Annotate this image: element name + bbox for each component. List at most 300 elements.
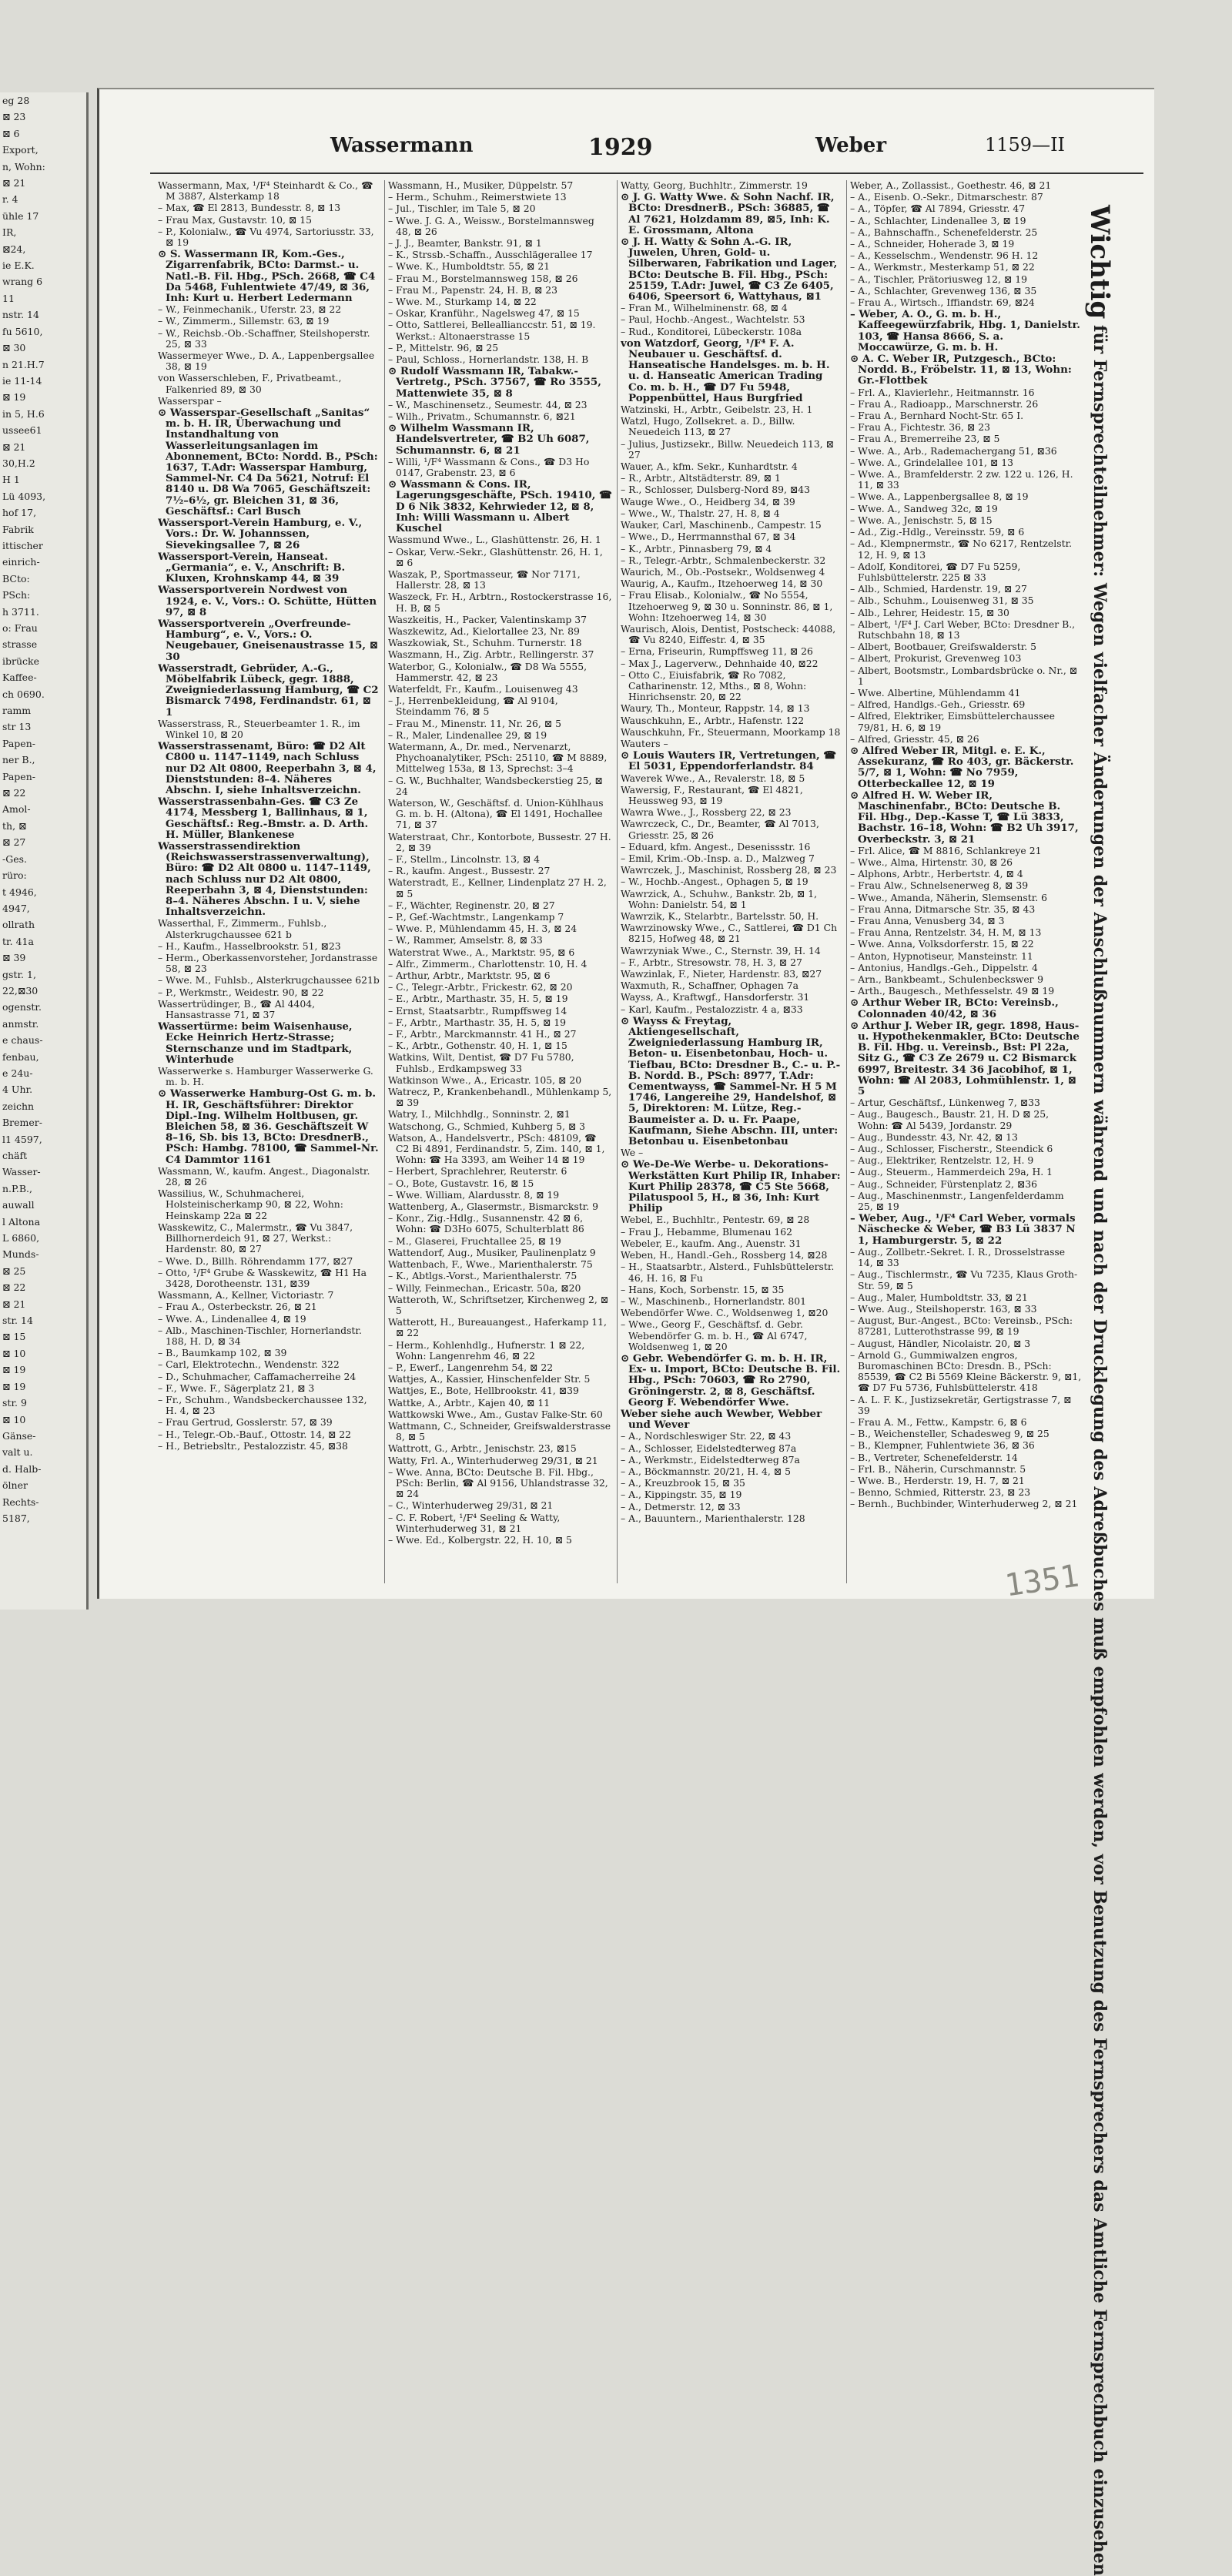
directory-entry: – Karl, Kaufm., Pestalozzistr. 4 a, ⊠33 xyxy=(621,1003,803,1015)
directory-entry: – Wwe. A., Jenischstr. 5, ⊠ 15 xyxy=(850,514,993,526)
prev-page-fragment: ⊠ 19 xyxy=(2,391,26,404)
directory-entry: – C., Winterhuderweg 29/31, ⊠ 21 xyxy=(388,1500,554,1512)
directory-entry: – J. J., Beamter, Bankstr. 91, ⊠ 1 xyxy=(388,238,542,250)
prev-page-fragment: ⊠24, xyxy=(2,243,26,255)
directory-entry: – W., Maschinenb., Hornerlandstr. 801 xyxy=(621,1295,806,1307)
directory-entry: – Wwe. P., Mühlendamm 45, H. 3, ⊠ 24 xyxy=(388,923,578,935)
directory-entry: – A., Kreuzbrook 15, ⊠ 35 xyxy=(621,1478,745,1489)
prev-page-fragment: 22,⊠30 xyxy=(2,984,38,997)
directory-entry: Wasserstrass, R., Steuerbeamter 1. R., im Winkel 10, ⊠ 20 xyxy=(158,718,360,740)
directory-entry: – Jul., Tischler, im Tale 5, ⊠ 20 xyxy=(388,203,536,215)
prev-page-fragment: 5187, xyxy=(2,1512,30,1524)
directory-entry: – R., kaufm. Angest., Bussestr. 27 xyxy=(388,866,551,877)
directory-entry: ⊙ We-De-We Werbe- u. Dekorations-Werkstätten Kurt Philip IR, Inhaber: Kurt Philip 28378, ☎ C5 Ste 5668, Pilatuspool 5, H., ⊠ 36, Inh: Kurt Philip xyxy=(621,1159,841,1214)
prev-page-fragment: valt u. xyxy=(2,1446,33,1459)
directory-entry: – Frau A. M., Fettw., Kampstr. 6, ⊠ 6 xyxy=(850,1416,1027,1428)
directory-entry: ⊙ Alfred Weber IR, Mitgl. e. E. K., Assekuranz, ☎ Ro 403, gr. Bäckerstr. 5/7, ⊠ 1, Wohn: ☎ No 7959, Otterbeckallee 12, ⊠ 19 xyxy=(850,745,1074,789)
directory-entry: Waterstraat, Chr., Kontorbote, Bussestr. 27 H. 2, ⊠ 39 xyxy=(388,831,611,853)
prev-page-fragment: e chaus- xyxy=(2,1034,43,1047)
directory-entry: – Otto C., Eiuisfabrik, ☎ Ro 7082, Catharinenstr. 12, Mths., ⊠ 8, Wohn: Hinrichsenstr. 20, ⊠ 22 xyxy=(621,669,807,703)
directory-entry: Watterott, H., Bureauangest., Haferkamp 11, ⊠ 22 xyxy=(388,1317,607,1339)
directory-entry: – Frau J., Hebamme, Blumenau 162 xyxy=(621,1226,793,1238)
directory-entry: – F., Wwe. F., Sägerplatz 21, ⊠ 3 xyxy=(158,1382,315,1394)
directory-entry: – Wwe. Anna, Volksdorferstr. 15, ⊠ 22 xyxy=(850,939,1034,950)
directory-entry: – Wwe. A., Lindenallee 4, ⊠ 19 xyxy=(158,1313,306,1325)
directory-entry: – Weber, Aug., ¹/F⁴ Carl Weber, vormals Näschecke & Weber, ☎ B3 Lü 3837 N 1, Hamburgerstr. 5, ⊠ 22 xyxy=(850,1213,1076,1246)
directory-entry: Waszeck, Fr. H., Arbtrn., Rostockerstrasse 16, H. B, ⊠ 5 xyxy=(388,591,612,614)
directory-entry: – P., Kolonialw., ☎ Vu 4974, Sartoriusstr. 33, ⊠ 19 xyxy=(158,226,374,249)
directory-entry: – Alfr., Zimmerm., Charlottenstr. 10, H. 4 xyxy=(388,958,588,970)
directory-entry: – Antonius, Handlgs.-Geh., Dippelstr. 4 xyxy=(850,962,1038,973)
directory-entry: Watrecz, P., Krankenbehandl., Mühlenkamp 5, ⊠ 39 xyxy=(388,1087,612,1109)
directory-entry: Watermann, A., Dr. med., Nervenarzt, Phychoanalytiker, PSch: 25110, ☎ M 8889, Mittelweg 153a, ⊠ 13, Sprechst: 3–4 xyxy=(388,741,608,775)
directory-entry: – Frau Alw., Schnelsenerweg 8, ⊠ 39 xyxy=(850,880,1029,892)
prev-page-fragment: Papen- xyxy=(2,737,35,749)
directory-entry: Waury, Th., Monteur, Rappstr. 14, ⊠ 13 xyxy=(621,703,810,715)
prev-page-fragment: eg 28 xyxy=(2,95,30,106)
directory-entry: Waszmann, H., Zig. Arbtr., Rellingerstr. 37 xyxy=(388,649,594,661)
prev-page-fragment: ⊠ 23 xyxy=(2,111,26,123)
directory-entry: Waszkowiak, St., Schuhm. Turnerstr. 18 xyxy=(388,638,582,649)
directory-entry: – Wwe. M., Fuhlsb., Alsterkrugchaussee 621b xyxy=(158,975,380,987)
directory-entry: – Frau A., Osterbeckstr. 26, ⊠ 21 xyxy=(158,1301,317,1313)
prev-page-fragment: str. 14 xyxy=(2,1315,33,1327)
directory-entry: – Albert, Bootbauer, Greifswalderstr. 5 xyxy=(850,641,1037,653)
prev-page-fragment: h 3711. xyxy=(2,605,39,618)
directory-entry: – A., Schneider, Hoherade 3, ⊠ 19 xyxy=(850,239,1015,250)
prev-page-fragment: anmstr. xyxy=(2,1017,39,1030)
prev-page-fragment: rüro: xyxy=(2,869,27,882)
directory-entry: – A., Tischler, Prätoriusweg 12, ⊠ 19 xyxy=(850,273,1027,285)
prev-page-fragment: fenbau, xyxy=(2,1050,39,1063)
prev-page-fragment: d. Halb- xyxy=(2,1462,42,1475)
directory-entry: Wauschkuhn, Fr., Steuermann, Moorkamp 18 xyxy=(621,726,841,738)
directory-entry: Wattke, A., Arbtr., Kajen 40, ⊠ 11 xyxy=(388,1397,551,1409)
directory-entry: Waterstradt, E., Kellner, Lindenplatz 27 H. 2, ⊠ 5 xyxy=(388,877,607,899)
directory-entry: ⊙ Gebr. Webendörfer G. m. b. H. IR, Ex- u. Import, BCto: Deutsche B. Fil. Hbg., PSch: 70603, ☎ Ro 2790, Gröningerstr. 2, ⊠ 8, Geschäftsf. Georg F. Webendörfer Wwe. xyxy=(621,1352,841,1408)
directory-entry: ⊙ Wasserspar-Gesellschaft „Sanitas“ m. b. H. IR, Überwachung und Instandhaltung von Wasserleitungsanlagen im Abonnement, BCto: Nordd. B., PSch: 1637, T.Adr: Wasserspar Hamburg, Sammel-Nr. C4 Da 5621, Notruf: El 8140 u. D8 Wa 7065, Geschäftszeit: 7½–6½, gr. Bleichen 31, ⊠ 36, Geschäftsf.: Carl Busch xyxy=(158,407,378,518)
directory-entry: Wawrczek, J., Maschinist, Rossberg 28, ⊠ 23 xyxy=(621,865,837,876)
prev-page-fragment: Kaffee- xyxy=(2,672,37,684)
directory-entry: – Willi, ¹/F⁴ Wassmann & Cons., ☎ D3 Ho 0147, Grabenstr. 23, ⊠ 6 xyxy=(388,456,590,479)
directory-entry: – Herm., Oberkassenvorsteher, Jordanstrasse 58, ⊠ 23 xyxy=(158,953,378,975)
directory-entry: – Arth., Baugesch., Methfesselstr. 49 ⊠ 19 xyxy=(850,986,1055,997)
directory-entry: – B., Weichensteller, Schadesweg 9, ⊠ 25 xyxy=(850,1429,1050,1440)
directory-entry: Wattjes, A., Kassier, Hinschenfelder Str. 5 xyxy=(388,1374,591,1385)
directory-entry: – Frau A., Bremerreihe 23, ⊠ 5 xyxy=(850,434,1000,445)
directory-entry: – Aug., Baugesch., Baustr. 21, H. D ⊠ 25, Wohn: ☎ Al 5439, Jordanstr. 29 xyxy=(850,1109,1050,1131)
prev-page-fragment: zeichn xyxy=(2,1100,35,1112)
directory-entry: – Alfred, Handlgs.-Geh., Griesstr. 69 xyxy=(850,699,1026,711)
directory-entry: Wawra Wwe., J., Rossberg 22, ⊠ 23 xyxy=(621,807,792,819)
directory-entry: – Wwe. William, Alardusstr. 8, ⊠ 19 xyxy=(388,1189,560,1201)
directory-entry: Wauge Wwe., O., Heidberg 34, ⊠ 39 xyxy=(621,496,795,507)
prev-page-fragment: 4 Uhr. xyxy=(2,1084,33,1096)
prev-page-fragment: H 1 xyxy=(2,474,20,486)
directory-entry: – K., Arbtr., Gothenstr. 40, H. 1, ⊠ 15 xyxy=(388,1040,567,1052)
header-first-name: Wassermann xyxy=(330,134,474,157)
directory-entry: – R., Maler, Lindenallee 29, ⊠ 19 xyxy=(388,729,547,741)
directory-entry: – Fran M., Wilhelminenstr. 68, ⊠ 4 xyxy=(621,303,788,314)
directory-entry: Wassersportverein Nordwest von 1924, e. V., Vors.: O. Schütte, Hütten 97, ⊠ 8 xyxy=(158,585,377,618)
prev-page-fragment: str. 9 xyxy=(2,1397,27,1409)
directory-entry: – W., Maschinensetz., Seumestr. 44, ⊠ 23 xyxy=(388,399,588,410)
directory-entry: Wattrott, G., Arbtr., Jenischstr. 23, ⊠15 xyxy=(388,1443,577,1455)
directory-entry: – Frau Max, Gustavstr. 10, ⊠ 15 xyxy=(158,214,313,226)
header-year: 1929 xyxy=(588,134,653,161)
column-1 xyxy=(155,180,383,1583)
directory-entry: Wasserthal, F., Zimmerm., Fuhlsb., Alsterkrugchaussee 621 b xyxy=(158,918,327,940)
side-notice xyxy=(1084,205,1143,2576)
directory-entry: – F., Wächter, Reginenstr. 20, ⊠ 27 xyxy=(388,899,555,911)
directory-entry: – Wwe. A., Grindelallee 101, ⊠ 13 xyxy=(850,457,1013,468)
directory-entry: – Otto, Sattlerei, Belleallianccstr. 51, ⊠ 19. Werkst.: Altonaerstrasse 15 xyxy=(388,320,596,342)
directory-entry: – Frau Anna, Ditmarsche Str. 35, ⊠ 43 xyxy=(850,903,1036,915)
directory-entry: Wassmund Wwe., L., Glashüttenstr. 26, H. 1 xyxy=(388,534,601,546)
directory-entry: ⊙ Louis Wauters IR, Vertretungen, ☎ El 5031, Eppendorferlandstr. 84 xyxy=(621,750,836,772)
directory-entry: – Adolf, Konditorei, ☎ D7 Fu 5259, Fuhlsbüttelerstr. 225 ⊠ 33 xyxy=(850,561,1021,583)
directory-entry: Waszkeitis, H., Packer, Valentinskamp 37 xyxy=(388,614,587,625)
directory-entry: – W., Hochb.-Angest., Ophagen 5, ⊠ 19 xyxy=(621,876,808,888)
directory-entry: – Alb., Maschinen-Tischler, Hornerlandstr. 188, H. D, ⊠ 34 xyxy=(158,1325,362,1347)
prev-page-fragment: ⊠ 22 xyxy=(2,787,26,799)
directory-entry: Webeler, E., kaufm. Ang., Auenstr. 31 xyxy=(621,1238,802,1249)
directory-entry: – Anton, Hypnotiseur, Mansteinstr. 11 xyxy=(850,950,1033,962)
directory-entry: – Alb., Schmied, Hardenstr. 19, ⊠ 27 xyxy=(850,584,1027,595)
prev-page-fragment: ollrath xyxy=(2,919,35,931)
directory-entry: Wasserstrassenbahn-Ges. ☎ C3 Ze 4174, Messberg 1, Ballinhaus, ⊠ 1, Geschäftsf.: Reg.-Bmstr. a. D. Arth. H. Müller, Blankenese xyxy=(158,796,369,840)
directory-entry: – Frl. A., Klavierlehr., Heitmannstr. 16 xyxy=(850,387,1035,398)
directory-entry: Watzinski, H., Arbtr., Geibelstr. 23, H. 1 xyxy=(621,404,813,416)
directory-entry: – Rud., Konditorei, Lübeckerstr. 108a xyxy=(621,326,802,337)
prev-page-fragment: einrich- xyxy=(2,556,40,568)
directory-entry: – Frau Gertrud, Gosslerstr. 57, ⊠ 39 xyxy=(158,1417,333,1429)
directory-entry: – A., Werkmstr., Mesterkamp 51, ⊠ 22 xyxy=(850,262,1035,273)
directory-entry: Waterbor, G., Kolonialw., ☎ D8 Wa 5555, Hammerstr. 42, ⊠ 23 xyxy=(388,661,588,683)
directory-entry: Weber siehe auch Wewber, Webber und Wever xyxy=(621,1408,822,1431)
prev-page-fragment: l Altona xyxy=(2,1215,41,1228)
directory-entry: Wattendorf, Aug., Musiker, Paulinenplatz 9 xyxy=(388,1247,596,1258)
directory-entry: – A., Bauuntern., Marienthalerstr. 128 xyxy=(621,1512,805,1524)
directory-entry: – Wwe. J. G. A., Weissw., Borstelmannsweg 48, ⊠ 26 xyxy=(388,215,594,237)
directory-entry: Watty, Georg, Buchhltr., Zimmerstr. 19 xyxy=(621,180,808,191)
prev-page-fragment: 4947, xyxy=(2,902,30,914)
directory-entry: Wassmann, A., Kellner, Victoriastr. 7 xyxy=(158,1290,334,1301)
directory-entry: Wattenbach, F., Wwe., Marienthalerstr. 75 xyxy=(388,1259,593,1271)
directory-entry: Wawrzik, K., Stelarbtr., Bartelsstr. 50, H. xyxy=(621,911,819,922)
directory-entry: Wauschkuhn, E., Arbtr., Hafenstr. 122 xyxy=(621,715,805,726)
directory-entry: Wassersport-Verein, Hanseat. „Germania“, e. V., Anschrift: B. Kluxen, Krohnskamp 44, ⊠ 39 xyxy=(158,551,346,585)
directory-entry: Webendörfer Wwe. C., Woldsenweg 1, ⊠20 xyxy=(621,1308,829,1319)
directory-entry: – B., Baumkamp 102, ⊠ 39 xyxy=(158,1348,287,1359)
prev-page-fragment: Wasser- xyxy=(2,1166,41,1178)
directory-entry: – A., Nordschleswiger Str. 22, ⊠ 43 xyxy=(621,1431,792,1442)
directory-entry: Wauker, Carl, Maschinenb., Campestr. 15 xyxy=(621,520,822,531)
directory-entry: – Fr., Schuhm., Wandsbeckerchaussee 132, H. 4, ⊠ 23 xyxy=(158,1394,367,1417)
prev-page-fragment: ⊠ 10 xyxy=(2,1413,26,1425)
directory-entry: Wawrczeck, C., Dr., Beamter, ☎ Al 7013, Griesstr. 25, ⊠ 26 xyxy=(621,819,819,841)
directory-entry: ⊙ J. G. Watty Wwe. & Sohn Nachf. IR, BCto: DresdnerB., PSch: 36885, ☎ Al 7621, Holzdamm 89, ⊠5, Inh: K. E. Grossmann, Altona xyxy=(621,192,835,236)
prev-page-fragment: 30,H.2 xyxy=(2,457,35,469)
side-notice-text: für Fernsprechteilnehmer: Wegen vielfacher Änderungen der Anschlußnummern während und nach der Drucklegung des Adreßbuches muß empfohlen werden, vor Benutzung des Fernsprechers das Amtliche Fernsprechbuch einzusehen xyxy=(1090,325,1110,2576)
header-page-number: 1159—II xyxy=(985,134,1066,156)
prev-page-fragment: hof 17, xyxy=(2,507,37,519)
directory-entry: – E., Arbtr., Marthastr. 35, H. 5, ⊠ 19 xyxy=(388,993,568,1005)
prev-page-fragment: gstr. 1, xyxy=(2,968,36,980)
prev-page-fragment: th, ⊠ xyxy=(2,819,27,832)
previous-page-strip xyxy=(0,92,89,1610)
directory-entry: – Albert, Bootsmstr., Lombardsbrücke o. Nr., ⊠ 1 xyxy=(850,665,1078,687)
directory-entry: Waszak, P., Sportmasseur, ☎ Nor 7171, Hallerstr. 28, ⊠ 13 xyxy=(388,568,581,591)
directory-entry: Wassersport-Verein Hamburg, e. V., Vors.: Dr. W. Johannssen, Sievekingsallee 7, ⊠ 26 xyxy=(158,518,363,551)
page-header xyxy=(99,134,1154,169)
directory-entry: – F., Arbtr., Stresowstr. 78, H. 3, ⊠ 27 xyxy=(621,956,802,968)
directory-entry: – Alphons, Arbtr., Herbertstr. 4, ⊠ 4 xyxy=(850,869,1023,880)
directory-entry: – B., Klempner, Fuhlentwiete 36, ⊠ 36 xyxy=(850,1440,1035,1452)
directory-entry: – R., Telegr.-Arbtr., Schmalenbeckerstr. 32 xyxy=(621,554,826,566)
directory-entry: – K., Arbtr., Pinnasberg 79, ⊠ 4 xyxy=(621,543,772,554)
directory-entry: – Albert, ¹/F⁴ J. Carl Weber, BCto: Dresdner B., Rutschbahn 18, ⊠ 13 xyxy=(850,618,1076,641)
prev-page-fragment: ölner xyxy=(2,1479,28,1492)
directory-entry: Watry, I., Milchhdlg., Sonninstr. 2, ⊠1 xyxy=(388,1109,571,1121)
prev-page-fragment: ner B., xyxy=(2,754,35,766)
directory-entry: – Aug., Schlosser, Fischerstr., Steendick 6 xyxy=(850,1144,1053,1155)
directory-entry: – Arnold G., Gummiwalzen engros, Buromaschinen BCto: Dresdn. B., PSch: 85539, ☎ C2 Bi 5569 Kleine Bäckerstr. 9, ⊠1, ☎ D7 Fu 5736, Fuhlsbüttelerstr. 418 xyxy=(850,1349,1082,1394)
directory-entry: von Wasserschleben, F., Privatbeamt., Falkenried 89, ⊠ 30 xyxy=(158,373,342,395)
directory-entry: – Konr., Zig.-Hdlg., Susannenstr. 42 ⊠ 6, Wohn: ☎ D3Ho 6075, Schulterblatt 86 xyxy=(388,1213,584,1235)
prev-page-fragment: fu 5610, xyxy=(2,325,43,337)
directory-entry: Wassmann, W., kaufm. Angest., Diagonalstr. 28, ⊠ 26 xyxy=(158,1165,370,1188)
prev-page-fragment: ⊠ 30 xyxy=(2,342,26,354)
directory-entry: Wasserstrassendirektion (Reichswasserstrassenverwaltung), Büro: ☎ D2 Alt 0800 u. 1147–1149, nach Schluss nur D2 Alt 0800, Reeperbahn 3, ⊠ 4, Dienststunden: 8–4. Näheres Abschn. I u. V, siehe Inhaltsverzeichn. xyxy=(158,840,371,918)
directory-entry: Waurich, M., Ob.-Postsekr., Woldsenweg 4 xyxy=(621,566,825,578)
directory-entry: – P., Werkmstr., Weidestr. 90, ⊠ 22 xyxy=(158,987,324,998)
prev-page-fragment: ogenstr. xyxy=(2,1001,42,1013)
directory-entry: – Albert, Prokurist, Grevenweg 103 xyxy=(850,653,1022,665)
directory-entry: – Ad., Klempnermstr., ☎ No 6217, Rentzelstr. 12, H. 9, ⊠ 13 xyxy=(850,538,1073,561)
directory-entry: Wassermann, Max, ¹/F⁴ Steinhardt & Co., ☎ M 3887, Alsterkamp 18 xyxy=(158,180,373,203)
directory-entry: Watty, Frl. A., Winterhuderweg 29/31, ⊠ 21 xyxy=(388,1455,598,1466)
directory-entry: – August, Händler, Nicolaistr. 20, ⊠ 3 xyxy=(850,1338,1031,1349)
prev-page-fragment: ⊠ 27 xyxy=(2,836,26,849)
directory-entry: Wawzinlak, F., Nieter, Hardenstr. 83, ⊠27 xyxy=(621,969,822,980)
prev-page-fragment: Bremer- xyxy=(2,1117,43,1129)
directory-entry: – H., Kaufm., Hasselbrookstr. 51, ⊠23 xyxy=(158,940,341,952)
directory-entry: – Aug., Tischlermstr., ☎ Vu 7235, Klaus Groth-Str. 59, ⊠ 5 xyxy=(850,1269,1078,1291)
directory-entry: – Carl, Elektrotechn., Wendenstr. 322 xyxy=(158,1359,340,1371)
prev-page-fragment: auwall xyxy=(2,1199,35,1211)
prev-page-fragment: 11 xyxy=(2,292,15,304)
directory-entry: – Bernh., Buchbinder, Winterhuderweg 2, ⊠ 21 xyxy=(850,1499,1078,1510)
prev-page-fragment: ie E.K. xyxy=(2,260,35,272)
directory-entry: – Julius, Justizsekr., Billw. Neuedeich 113, ⊠ 27 xyxy=(621,438,835,461)
directory-entry: – Aug., Elektriker, Rentzelstr. 12, H. 9 xyxy=(850,1155,1034,1167)
prev-page-fragment: ⊠ 19 xyxy=(2,1364,26,1376)
directory-entry: Waurig, A., Kaufm., Itzehoerweg 14, ⊠ 30 xyxy=(621,578,823,590)
directory-entry: – Frl. B., Näherin, Curschmannstr. 5 xyxy=(850,1463,1026,1475)
directory-entry: – Frl. Alice, ☎ M 8816, Schlankreye 21 xyxy=(850,845,1042,856)
directory-entry: – A., Schlosser, Eidelstedterweg 87a xyxy=(621,1442,797,1454)
directory-entry: Wassermeyer Wwe., D. A., Lappenbergsallee 38, ⊠ 19 xyxy=(158,350,375,373)
directory-entry: – Alb., Schuhm., Louisenweg 31, ⊠ 35 xyxy=(850,595,1034,607)
directory-entry: Wawrzinowsky Wwe., C., Sattlerei, ☎ D1 Ch 8215, Hofweg 48, ⊠ 21 xyxy=(621,923,838,945)
directory-entry: Wassertürme: beim Waisenhause, Ecke Heinrich Hertz-Strasse; Sternschanze und im Stadtpark, Winterhude xyxy=(158,1021,353,1066)
directory-entry: Wassmann, H., Musiker, Düppelstr. 57 xyxy=(388,180,574,191)
directory-entry: – P., Mittelstr. 96, ⊠ 25 xyxy=(388,342,499,353)
directory-entry: Watkins, Wilt, Dentist, ☎ D7 Fu 5780, Fuhlsb., Erdkampsweg 33 xyxy=(388,1052,574,1074)
prev-page-fragment: ⊠ 21 xyxy=(2,1298,26,1310)
directory-entry: – Frau Elisab., Kolonialw., ☎ No 5554, Itzehoerweg 9, ⊠ 30 u. Sonninstr. 86, ⊠ 1, Wohn: Itzehoerweg 14, ⊠ 30 xyxy=(621,590,833,623)
directory-entry: – Alb., Lehrer, Heidestr. 15, ⊠ 30 xyxy=(850,607,1009,618)
directory-entry: – Alfred, Elektriker, Eimsbüttelerchaussee 79/81, H. 6, ⊠ 19 xyxy=(850,711,1055,733)
prev-page-fragment: tr. 41a xyxy=(2,935,34,947)
directory-entry: – Herm., Kohlenhdlg., Hufnerstr. 1 ⊠ 22, Wohn: Langenrehm 46, ⊠ 22 xyxy=(388,1339,585,1362)
prev-page-fragment: nstr. 14 xyxy=(2,309,39,321)
side-notice-title: Wichtig xyxy=(1084,205,1115,320)
directory-entry: Waverek Wwe., A., Revalerstr. 18, ⊠ 5 xyxy=(621,772,805,784)
directory-entry: – A., Kesselschm., Wendenstr. 96 H. 12 xyxy=(850,250,1039,262)
directory-entry: – Otto, ¹/F⁴ Grube & Wasskewitz, ☎ H1 Ha 3428, Dorotheenstr. 131, ⊠39 xyxy=(158,1267,367,1289)
directory-entry: Wasskewitz, C., Malermstr., ☎ Vu 3847, Billhornerdeich 91, ⊠ 27, Werkst.: Hardenstr. 80, ⊠ 27 xyxy=(158,1221,353,1255)
directory-entry: – A., Schlachter, Grevenweg 136, ⊠ 35 xyxy=(850,285,1037,296)
directory-entry: Watschong, G., Schmied, Kuhberg 5, ⊠ 3 xyxy=(388,1121,586,1132)
directory-entry: – C., Telegr.-Arbtr., Frickestr. 62, ⊠ 20 xyxy=(388,982,573,993)
prev-page-fragment: e 24u- xyxy=(2,1067,33,1079)
directory-entry: – Emil, Krim.-Ob.-Insp. a. D., Malzweg 7 xyxy=(621,853,815,864)
prev-page-fragment: n, Wohn: xyxy=(2,160,45,173)
directory-entry: – Frau Anna, Rentzelstr. 34, H. M, ⊠ 13 xyxy=(850,927,1042,939)
directory-entry: Waterstrat Wwe., A., Marktstr. 95, ⊠ 6 xyxy=(388,946,575,958)
directory-entry: – A., Bahnschaffn., Schenefelderstr. 25 xyxy=(850,226,1038,238)
prev-page-fragment: ⊠ 6 xyxy=(2,127,20,139)
directory-entry: – Frau A., Bernhard Nocht-Str. 65 I. xyxy=(850,410,1024,422)
directory-entry: – K., Abtlgs.-Vorst., Marienthalerstr. 75 xyxy=(388,1271,578,1282)
prev-page-fragment: PSch: xyxy=(2,589,31,601)
directory-entry: Wassilius, W., Schuhmacherei, Holsteinischerkamp 90, ⊠ 22, Wohn: Heinskamp 22a ⊠ 22 xyxy=(158,1188,343,1221)
directory-entry: ⊙ Arthur Weber IR, BCto: Vereinsb., Colonnaden 40/42, ⊠ 36 xyxy=(850,997,1059,1020)
directory-entry: – F., Stellm., Lincolnstr. 13, ⊠ 4 xyxy=(388,853,541,865)
prev-page-fragment: t 4946, xyxy=(2,886,37,898)
prev-page-fragment: n.P.B., xyxy=(2,1182,33,1194)
directory-entry: – Wwe. M., Sturkamp 14, ⊠ 22 xyxy=(388,296,537,308)
directory-entry: Wassertrüdinger, B., ☎ Al 4404, Hansastrasse 71, ⊠ 37 xyxy=(158,998,316,1021)
directory-entry: Wassersportverein „Overfreunde-Hamburg“, e. V., Vors.: O. Neugebauer, Gneisenaustrasse 15, ⊠ 30 xyxy=(158,618,378,662)
prev-page-fragment: -Ges. xyxy=(2,853,27,865)
prev-page-fragment: Amol- xyxy=(2,803,31,816)
prev-page-fragment: ühle 17 xyxy=(2,209,39,222)
prev-page-fragment: ⊠ 19 xyxy=(2,1380,26,1392)
directory-entry: Waszkewitz, Ad., Kielortallee 23, Nr. 89 xyxy=(388,625,580,637)
directory-entry: Waxmuth, R., Schaffner, Ophagen 7a xyxy=(621,980,799,992)
directory-entry: ⊙ Wilhelm Wassmann IR, Handelsvertreter, ☎ B2 Uh 6087, Schumannstr. 6, ⊠ 21 xyxy=(388,423,590,456)
directory-entry: – Benno, Schmied, Ritterstr. 23, ⊠ 23 xyxy=(850,1487,1031,1499)
directory-entry: – Aug., Bundesstr. 43, Nr. 42, ⊠ 13 xyxy=(850,1131,1018,1143)
directory-entry: ⊙ Rudolf Wassmann IR, Tabakw.-Vertretg., PSch. 37567, ☎ Ro 3555, Mattenwiete 35, ⊠ 8 xyxy=(388,366,601,399)
directory-entry: – J., Herrenbekleidung, ☎ Al 9104, Steindamm 76, ⊠ 5 xyxy=(388,695,558,718)
directory-entry: – M., Glaserei, Fruchtallee 25, ⊠ 19 xyxy=(388,1235,561,1247)
directory-entry: – W., Zimmerm., Sillemstr. 63, ⊠ 19 xyxy=(158,316,330,327)
prev-page-fragment: str 13 xyxy=(2,721,32,733)
directory-entry: Waterson, W., Geschäftsf. d. Union-Kühlhaus G. m. b. H. (Altona), ☎ El 1491, Hochallee 71, ⊠ 37 xyxy=(388,797,604,831)
directory-entry: – Wwe. A., Lappenbergsallee 8, ⊠ 19 xyxy=(850,491,1029,503)
directory-entry: Wayss, A., Kraftwgf., Hansdorferstr. 31 xyxy=(621,992,810,1003)
directory-entry: Wattmann, C., Schneider, Greifswalderstrasse 8, ⊠ 5 xyxy=(388,1420,611,1443)
directory-entry: Wattkowski Wwe., Am., Gustav Falke-Str. 60 xyxy=(388,1409,603,1420)
directory-entry: – Oskar, Kranführ., Nagelsweg 47, ⊠ 15 xyxy=(388,308,580,320)
directory-entry: – Aug., Zollbetr.-Sekret. I. R., Drosselstrasse 14, ⊠ 33 xyxy=(850,1246,1066,1269)
directory-entry: – A., Schlachter, Lindenallee 3, ⊠ 19 xyxy=(850,215,1026,226)
prev-page-fragment: Munds- xyxy=(2,1248,39,1261)
directory-entry: – B., Vertreter, Schenefelderstr. 14 xyxy=(850,1452,1018,1463)
directory-entry: Weben, H., Handl.-Geh., Rossberg 14, ⊠28 xyxy=(621,1250,828,1261)
prev-page-fragment: Fabrik xyxy=(2,523,34,535)
prev-page-fragment: Export, xyxy=(2,144,38,156)
directory-entry: – A. L. F. K., Justizsekretär, Gertigstrasse 7, ⊠ 39 xyxy=(850,1394,1072,1416)
prev-page-fragment: Rechts- xyxy=(2,1496,39,1508)
prev-page-fragment: ⊠ 22 xyxy=(2,1281,26,1294)
directory-entry: – W., Reichsb.-Ob.-Schaffner, Steilshoperstr. 25, ⊠ 33 xyxy=(158,327,370,350)
directory-entry: – P., Gef.-Wachtmstr., Langenkamp 7 xyxy=(388,912,564,923)
directory-entry: Wawrzick, A., Schuhw., Bankstr. 2b, ⊠ 1, Wohn: Danielstr. 54, ⊠ 1 xyxy=(621,888,818,910)
directory-entry: – Frau A., Fichtestr. 36, ⊠ 23 xyxy=(850,422,991,434)
prev-page-fragment: ⊠ 39 xyxy=(2,952,26,964)
directory-entry: Wawersig, F., Restaurant, ☎ El 4821, Heussweg 93, ⊠ 19 xyxy=(621,784,803,806)
directory-entry: – Wwe. A., Arb., Rademachergang 51, ⊠36 xyxy=(850,445,1057,457)
directory-entry: – Wwe. D., Billh. Röhrendamm 177, ⊠27 xyxy=(158,1255,353,1267)
prev-page-fragment: in 5, H.6 xyxy=(2,407,45,420)
directory-entry: – Wwe. Albertine, Mühlendamm 41 xyxy=(850,687,1021,698)
directory-entry: – A., Kippingstr. 35, ⊠ 19 xyxy=(621,1489,742,1501)
directory-entry: Waurisch, Alois, Dentist, Postscheck: 44088, ☎ Vu 8240, Eiffestr. 4, ⊠ 35 xyxy=(621,623,836,646)
directory-entry: Wattjes, E., Bote, Hellbrookstr. 41, ⊠39 xyxy=(388,1385,579,1397)
directory-entry: – Frau Anna, Venusberg 34, ⊠ 3 xyxy=(850,916,1005,926)
directory-entry: ⊙ Wayss & Freytag, Aktiengesellschaft, Zweigniederlassung Hamburg IR, Beton- u. Eisenbetonbau, Hoch- u. Tiefbau, BCto: Dresdner B., C.- u. P.-B. Nordd. B., PSch: 8977, T.Adr: Cementwayss, ☎ Sammel-Nr. H 5 M 1746, Langereihe 29, Handelshof, ⊠ 5, Direktoren: M. Lütze, Reg.-Baumeister a. D. u. Fr. Paape, Kaufmann, Siehe Abschn. III, unter: Betonbau u. Eisenbetonbau xyxy=(621,1015,841,1147)
directory-entry: – H., Staatsarbtr., Alsterd., Fuhlsbüttelerstr. 46, H. 16, ⊠ Fu xyxy=(621,1261,835,1284)
directory-entry: – Aug., Maschinenmstr., Langenfelderdamm 25, ⊠ 19 xyxy=(850,1190,1064,1213)
directory-entry: Watkinson Wwe., A., Ericastr. 105, ⊠ 20 xyxy=(388,1074,582,1086)
directory-entry: – Herm., Schuhm., Reimerstwiete 13 xyxy=(388,192,567,203)
directory-entry: – Eduard, kfm. Angest., Desenissstr. 16 xyxy=(621,841,811,853)
directory-entry: Webel, E., Buchhltr., Pentestr. 69, ⊠ 28 xyxy=(621,1214,810,1226)
directory-entry: Weber, A., Zollassist., Goethestr. 46, ⊠ 21 xyxy=(850,180,1052,191)
prev-page-fragment: Lü 4093, xyxy=(2,490,46,502)
directory-entry: von Watzdorf, Georg, ¹/F⁴ F. A. Neubauer u. Geschäftsf. d. Hanseatische Handelsges. m. b. H. u. d. Hanseatic American Trading Co. m. b. H., ☎ D7 Fu 5948, Poppenbüttel, Haus Burgfried xyxy=(621,337,830,404)
directory-entry: – Oskar, Verw.-Sekr., Glashüttenstr. 26, H. 1, ⊠ 6 xyxy=(388,546,603,568)
directory-entry: – Paul, Hochb.-Angest., Wachtelstr. 53 xyxy=(621,314,805,326)
directory-entry: – W., Rammer, Amselstr. 8, ⊠ 33 xyxy=(388,935,543,946)
directory-entry: – R., Schlosser, Dulsberg-Nord 89, ⊠43 xyxy=(621,484,811,496)
directory-entry: – Frau M., Minenstr. 11, Nr. 26, ⊠ 5 xyxy=(388,718,561,729)
directory-entry: – F., Arbtr., Marckmannstr. 41 H., ⊠ 27 xyxy=(388,1029,577,1040)
directory-entry: – Frau M., Borstelmannsweg 158, ⊠ 26 xyxy=(388,273,578,284)
directory-entry: – Wwe. K., Humboldtstr. 55, ⊠ 21 xyxy=(388,261,551,273)
directory-entry: – Erna, Friseurin, Rumpffsweg 11, ⊠ 26 xyxy=(621,646,813,658)
header-rule xyxy=(150,173,1143,174)
directory-entry: ⊙ Wasserwerke Hamburg-Ost G. m. b. H. IR, Geschäftsführer: Direktor Dipl.-Ing. Wilhelm Holtbusen, gr. Bleichen 58, ⊠ 36. Geschäftszeit W 8–16, Sb. bis 13, BCto: DresdnerB., PSch: Hambg. 78100, ☎ Sammel-Nr. C4 Dammtor 1161 xyxy=(158,1088,379,1165)
directory-entry: – Frau M., Papenstr. 24, H. B, ⊠ 23 xyxy=(388,284,558,296)
prev-page-fragment: ie 11-14 xyxy=(2,374,42,387)
column-3 xyxy=(617,180,845,1583)
prev-page-fragment: Papen- xyxy=(2,770,35,782)
directory-entry: – Herbert, Sprachlehrer, Reuterstr. 6 xyxy=(388,1166,567,1177)
directory-entry: – Ernst, Staatsarbtr., Rumpffsweg 14 xyxy=(388,1005,567,1017)
directory-entry: – A., Eisenb. O.-Sekr., Ditmarschestr. 87 xyxy=(850,192,1043,203)
directory-entry: Watzl, Hugo, Zollsekret. a. D., Billw. Neuedeich 113, ⊠ 27 xyxy=(621,416,795,438)
directory-entry: – W., Feinmechanik., Uferstr. 23, ⊠ 22 xyxy=(158,304,342,316)
prev-page-fragment: o: Frau xyxy=(2,622,38,634)
column-4 xyxy=(846,180,1085,1583)
column-2 xyxy=(384,180,615,1583)
